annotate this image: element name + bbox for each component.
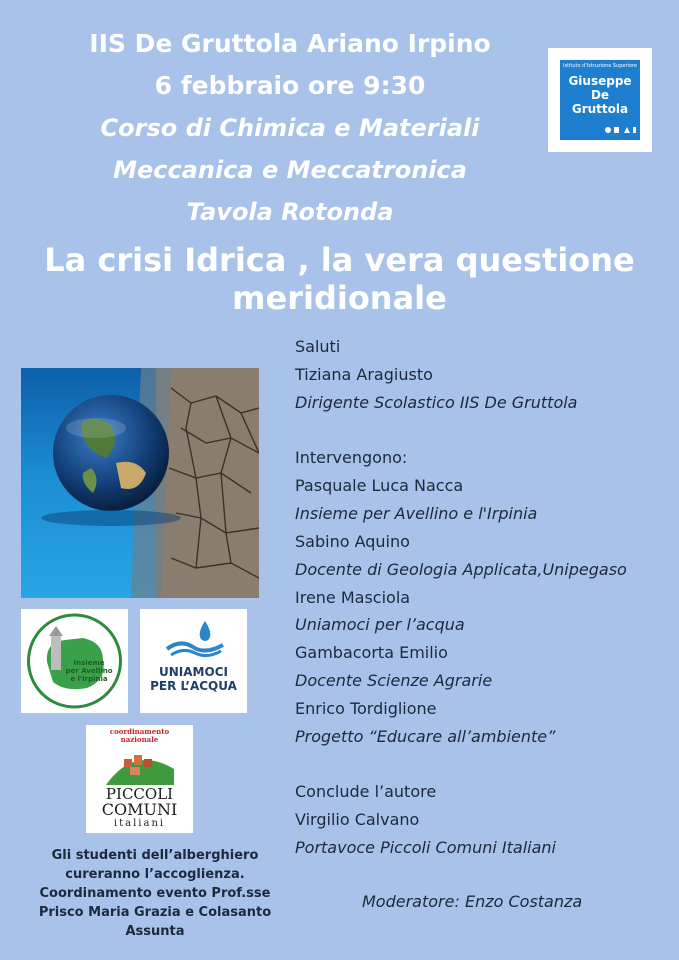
speaker-name: Pasquale Luca Nacca <box>295 476 464 495</box>
school-logo-name-3: Gruttola <box>571 102 629 116</box>
speaker-name: Irene Masciola <box>295 588 411 607</box>
program-greetings: Saluti <box>295 337 341 356</box>
school-logo-small-text: Istituto d'Istruzione Superiore <box>562 63 637 69</box>
insieme-logo-card <box>21 609 128 713</box>
school-logo-name <box>560 74 640 116</box>
note-line-2: cureranno l’accoglienza. <box>65 867 245 882</box>
moderator-line <box>362 892 582 911</box>
piccoli-comuni-word-2: COMUNI <box>101 800 178 819</box>
piccoli-comuni-top-2: nazionale <box>120 735 159 744</box>
speaker-name: Virgilio Calvano <box>295 810 420 829</box>
earth-water-drought-image <box>21 368 259 598</box>
water-drop-icon <box>165 619 225 659</box>
uniamoci-logo-line-1: UNIAMOCI <box>159 665 228 679</box>
insieme-logo-line-3: e l'Irpinia <box>70 675 108 683</box>
school-logo-name-1: Giuseppe <box>568 74 632 88</box>
school-logo-icons <box>604 124 638 136</box>
program-conclusion-heading: Conclude l’autore <box>295 782 437 801</box>
piccoli-comuni-top-text <box>86 728 193 744</box>
program-speakers-heading: Intervengono: <box>295 448 408 467</box>
organization-note <box>20 846 290 941</box>
note-line-4: Prisco Maria Grazia e Colasanto <box>38 905 272 920</box>
moderator-name: Enzo Costanza <box>464 892 583 911</box>
piccoli-comuni-wordmark <box>86 787 193 829</box>
course-heading-2: Meccanica e Meccatronica <box>113 156 467 184</box>
speaker-name: Sabino Aquino <box>295 532 410 551</box>
speaker-role: Dirigente Scolastico IIS De Gruttola <box>295 393 578 412</box>
note-line-3: Coordinamento evento Prof.sse <box>39 886 271 901</box>
school-logo <box>548 48 652 152</box>
uniamoci-logo-text <box>140 665 247 693</box>
speaker-role: Progetto “Educare all’ambiente” <box>295 727 556 746</box>
uniamoci-logo-line-2: PER L’ACQUA <box>150 679 237 693</box>
course-heading-1: Corso di Chimica e Materiali <box>100 114 480 142</box>
event-title-line-2: meridionale <box>232 279 447 317</box>
speaker-role: Insieme per Avellino e l'Irpinia <box>295 504 538 523</box>
school-name-heading: IIS De Gruttola Ariano Irpino <box>89 29 491 58</box>
event-type-heading: Tavola Rotonda <box>186 198 394 226</box>
speaker-name: Enrico Tordiglione <box>295 699 437 718</box>
school-logo-name-2: De <box>590 88 610 102</box>
insieme-logo-text <box>57 659 121 683</box>
speaker-role: Uniamoci per l’acqua <box>295 615 465 634</box>
event-title-line-1: La crisi Idrica , la vera questione <box>44 241 635 279</box>
uniamoci-logo-card <box>140 609 247 713</box>
event-date-heading: 6 febbraio ore 9:30 <box>154 71 426 100</box>
speaker-name: Tiziana Aragiusto <box>295 365 433 384</box>
speaker-role: Docente Scienze Agrarie <box>295 671 493 690</box>
speaker-role: Docente di Geologia Applicata,Unipegaso <box>295 560 627 579</box>
moderator-label: Moderatore: <box>362 892 460 911</box>
piccoli-comuni-top-1: coordinamento <box>109 727 170 736</box>
speaker-name: Gambacorta Emilio <box>295 643 448 662</box>
piccoli-comuni-word-3: italiani <box>113 818 166 829</box>
speaker-role: Portavoce Piccoli Comuni Italiani <box>295 838 556 857</box>
note-line-1: Gli studenti dell’alberghiero <box>51 848 259 863</box>
insieme-logo-line-1: Insieme <box>73 659 105 667</box>
note-line-5: Assunta <box>125 924 185 939</box>
piccoli-comuni-word-1: PICCOLI <box>105 785 174 803</box>
village-icon <box>104 745 176 787</box>
piccoli-comuni-logo-card <box>86 725 193 833</box>
insieme-logo-line-2: per Avellino <box>65 667 113 675</box>
